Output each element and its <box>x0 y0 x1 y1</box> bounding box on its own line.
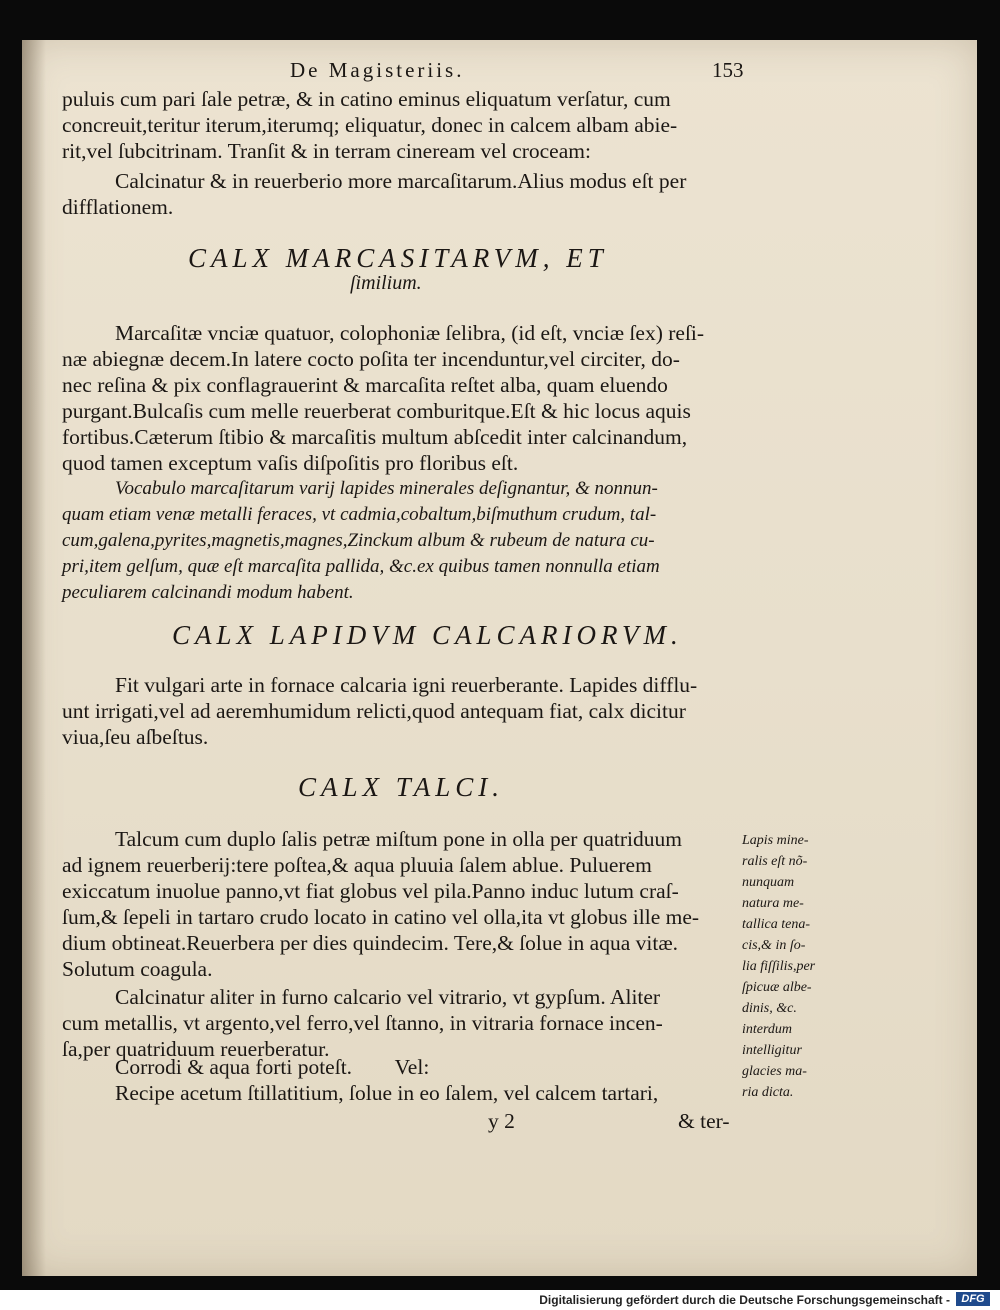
paragraph-line: dium obtineat.Reuerbera per dies quindecim. Tere,& ſolue in aqua vitæ. <box>62 931 679 955</box>
paragraph-line: Talcum cum duplo ſalis petræ miſtum pone in olla per quatriduum <box>115 827 682 851</box>
note-line: pri,item gelſum, quæ eſt marcaſita pallida, &c.ex quibus tamen nonnulla etiam <box>62 556 660 577</box>
dfg-logo: DFG <box>956 1292 990 1306</box>
paragraph-line: viua,ſeu aſbeſtus. <box>62 725 209 749</box>
signature-mark: y 2 <box>488 1109 515 1133</box>
running-head: De Magisteriis. <box>290 58 465 82</box>
paragraph-line: purgant.Bulcaſis cum melle reuerberat comburitque.Eſt & hic locus aquis <box>62 399 691 423</box>
paragraph-line: nec reſina & pix conflagrauerint & marcaſita reſtet alba, quam eluendo <box>62 373 668 397</box>
marginal-note-line: nunquam <box>742 875 795 890</box>
marginal-note-line: cis,& in ſo- <box>742 938 806 953</box>
paragraph-line: Corrodi & aqua forti poteſt. Vel: <box>115 1055 430 1079</box>
marginal-note-line: interdum <box>742 1022 793 1037</box>
marginal-note-line: Lapis mine- <box>742 833 809 848</box>
paragraph-line: quod tamen exceptum vaſis diſpoſitis pro floribus eſt. <box>62 451 519 475</box>
intro-line: concreuit,teritur iterum,iterumq; eliquatur, donec in calcem albam abie- <box>62 113 678 137</box>
section-heading: CALX MARCASITARVM, ET <box>188 243 608 273</box>
catchword: & ter- <box>678 1109 730 1133</box>
section-heading-sub: ſimilium. <box>350 272 422 294</box>
marginal-note-line: lia fiſſilis,per <box>742 959 816 974</box>
marginal-note-line: glacies ma- <box>742 1064 807 1079</box>
section-heading: CALX TALCI. <box>298 772 505 802</box>
paragraph-line: Recipe acetum ſtillatitium, ſolue in eo ſalem, vel calcem tartari, <box>115 1081 659 1105</box>
intro-line: difflationem. <box>62 195 174 219</box>
paragraph-line: næ abiegnæ decem.In latere cocto poſita ter incenduntur,vel circiter, do- <box>62 347 680 371</box>
note-line: cum,galena,pyrites,magnetis,magnes,Zinckum album & rubeum de natura cu- <box>62 530 655 551</box>
note-line: quam etiam venæ metalli feraces, vt cadmia,cobaltum,biſmuthum crudum, tal- <box>62 504 657 525</box>
paragraph-line: ſum,& ſepeli in tartaro crudo locato in catino vel olla,ita vt globus ille me- <box>62 905 700 929</box>
page-number: 153 <box>712 58 744 82</box>
paragraph-line: ſa,per quatriduum reuerberatur. <box>62 1037 330 1061</box>
paragraph-line: exiccatum inuolue panno,vt fiat globus vel pila.Panno induc lutum craſ- <box>62 879 679 903</box>
paragraph-line: ad ignem reuerberij:tere poſtea,& aqua pluuia ſalem ablue. Puluerem <box>62 853 652 877</box>
section-heading: CALX LAPIDVM CALCARIORVM. <box>172 620 683 650</box>
marginal-note-line: ſpicuæ albe- <box>742 980 812 995</box>
paragraph-line: Solutum coagula. <box>62 957 213 981</box>
marginal-note-line: intelligitur <box>742 1043 802 1058</box>
marginal-note-line: natura me- <box>742 896 804 911</box>
marginal-note-line: dinis, &c. <box>742 1001 797 1016</box>
funding-notice: Digitalisierung gefördert durch die Deutsche Forschungsgemeinschaft - <box>539 1293 950 1307</box>
paragraph-line: fortibus.Cæterum ſtibio & marcaſitis multum abſcedit inter calcinandum, <box>62 425 688 449</box>
marginal-note-line: ralis eſt nõ- <box>742 854 808 869</box>
paragraph-line: Marcaſitæ vnciæ quatuor, colophoniæ ſelibra, (id eſt, vnciæ ſex) reſi- <box>115 321 705 345</box>
intro-line: Calcinatur & in reuerberio more marcaſitarum.Alius modus eſt per <box>115 169 687 193</box>
paragraph-line: cum metallis, vt argento,vel ferro,vel ſtanno, in vitraria fornace incen- <box>62 1011 663 1035</box>
marginal-note-line: ria dicta. <box>742 1085 794 1100</box>
paragraph-line: Calcinatur aliter in furno calcario vel vitrario, vt gypſum. Aliter <box>115 985 661 1009</box>
paragraph-line: Fit vulgari arte in fornace calcaria igni reuerberante. Lapides difflu- <box>115 673 698 697</box>
intro-line: puluis cum pari ſale petræ, & in catino eminus eliquatum verſatur, cum <box>62 87 671 111</box>
note-line: peculiarem calcinandi modum habent. <box>62 582 354 603</box>
intro-line: rit,vel ſubcitrinam. Tranſit & in terram cineream vel croceam: <box>62 139 591 163</box>
marginal-note-line: tallica tena- <box>742 917 811 932</box>
page-gutter-shadow <box>22 40 46 1276</box>
paragraph-line: unt irrigati,vel ad aeremhumidum relicti,quod antequam fiat, calx dicitur <box>62 699 686 723</box>
note-line: Vocabulo marcaſitarum varij lapides minerales deſignantur, & nonnun- <box>115 478 658 499</box>
